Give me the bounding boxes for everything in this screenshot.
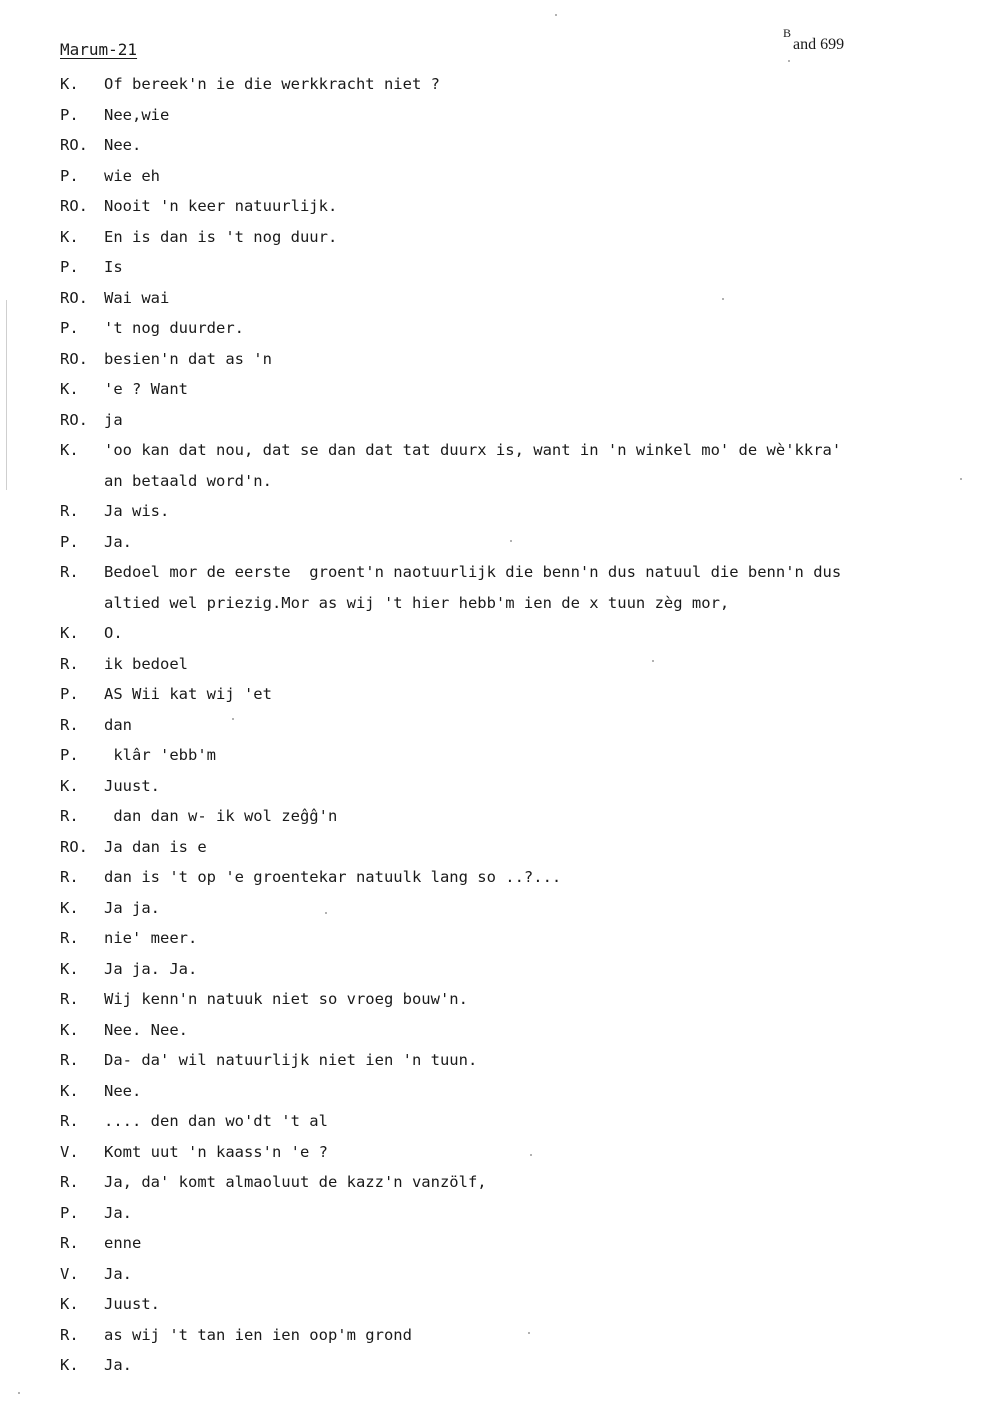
utterance-text: Wai wai [104, 288, 170, 307]
transcript-line [60, 1015, 960, 1046]
utterance-text: besien'n dat as 'n [104, 349, 272, 368]
scan-speck [530, 1154, 532, 1156]
speaker-label: RO. [60, 410, 88, 429]
speaker-label: P. [60, 166, 79, 185]
scan-speck [788, 60, 790, 62]
speaker-label: R. [60, 990, 79, 1008]
speaker-label: K. [60, 776, 79, 795]
speaker-label: R. [60, 1051, 79, 1069]
speaker-label: K. [60, 227, 79, 246]
utterance-text: ik bedoel [104, 654, 188, 673]
transcript-line [60, 191, 960, 222]
utterance-text: Ja. [104, 1203, 132, 1222]
utterance-text: Nee. [104, 136, 142, 154]
speaker-label: R. [60, 1325, 79, 1344]
transcript-continuation: altied wel priezig.Mor as wij 't hier hebb'm ien de x tuun zèg mor, [104, 593, 730, 612]
speaker-label: P. [60, 258, 79, 276]
transcript-line [60, 1045, 960, 1076]
transcript-line [60, 1320, 960, 1351]
utterance-text: dan dan w- ik wol zeĝĝ'n [104, 807, 338, 825]
utterance-text: 'e ? Want [104, 380, 188, 398]
utterance-text: Of bereek'n ie die werkkracht niet ? [104, 75, 440, 93]
utterance-text: Juust. [104, 776, 160, 795]
transcript-line [60, 679, 960, 710]
transcript-line [60, 1167, 960, 1198]
speaker-label: K. [60, 1020, 79, 1039]
utterance-text: Nee. Nee. [104, 1020, 188, 1039]
utterance-text: as wij 't tan ien ien oop'm grond [104, 1325, 412, 1344]
speaker-label: V. [60, 1142, 79, 1161]
utterance-text: Ja. [104, 1356, 132, 1374]
transcript-line [60, 801, 960, 832]
utterance-text: En is dan is 't nog duur. [104, 227, 338, 246]
scan-speck [555, 14, 557, 16]
utterance-text: ja [104, 410, 123, 429]
utterance-text: Wij kenn'n natuuk niet so vroeg bouw'n. [104, 990, 468, 1008]
speaker-label: RO. [60, 197, 88, 215]
speaker-label: R. [60, 929, 79, 947]
transcript-line [60, 130, 960, 161]
scan-speck [18, 1392, 20, 1394]
transcript-line [60, 374, 960, 405]
transcript-line [60, 1076, 960, 1107]
transcript-line [60, 1350, 960, 1381]
utterance-text: Ja. [104, 1264, 132, 1283]
utterance-text: AS Wii kat wij 'et [104, 685, 272, 703]
utterance-text: .... den dan wo'dt 't al [104, 1112, 328, 1130]
transcript-line [60, 1259, 960, 1290]
scan-speck [652, 660, 654, 662]
transcript-line [60, 923, 960, 954]
speaker-label: R. [60, 807, 79, 825]
speaker-label: K. [60, 75, 79, 93]
utterance-text: klâr 'ebb'm [104, 746, 216, 764]
transcript-line [60, 984, 960, 1015]
scan-speck [325, 912, 327, 914]
utterance-text: enne [104, 1234, 142, 1252]
transcript-line [60, 405, 960, 436]
transcript-line [60, 435, 960, 466]
speaker-label: R. [60, 563, 79, 581]
utterance-text: Nee. [104, 1081, 142, 1100]
transcript-line [60, 69, 960, 100]
speaker-label: R. [60, 868, 79, 886]
utterance-text: Ja ja. [104, 898, 160, 917]
transcript-continuation: an betaald word'n. [104, 471, 272, 490]
utterance-text: wie eh [104, 166, 160, 185]
utterance-text: Ja ja. Ja. [104, 959, 198, 978]
speaker-label: R. [60, 715, 79, 734]
speaker-label: K. [60, 1081, 79, 1100]
utterance-text: O. [104, 624, 123, 642]
speaker-label: R. [60, 1173, 79, 1191]
scan-speck [510, 540, 512, 542]
speaker-label: R. [60, 654, 79, 673]
utterance-text: dan is 't op 'e groentekar natuulk lang so ..?... [104, 868, 562, 886]
transcript-line [60, 893, 960, 924]
transcript-line [60, 1228, 960, 1259]
speaker-label: R. [60, 1234, 79, 1252]
transcript-line [60, 222, 960, 253]
transcript-line [60, 557, 960, 588]
speaker-label: R. [60, 1112, 79, 1130]
transcript-line [60, 283, 960, 314]
transcript-line [60, 496, 960, 527]
speaker-label: K. [60, 1356, 79, 1374]
transcript-line [60, 344, 960, 375]
speaker-label: K. [60, 441, 79, 459]
transcript-line [60, 862, 960, 893]
transcript-line [60, 618, 960, 649]
transcript-line [60, 161, 960, 192]
speaker-label: RO. [60, 136, 88, 154]
transcript-line [60, 1198, 960, 1229]
speaker-label: P. [60, 532, 79, 551]
utterance-text: 't nog duurder. [104, 319, 244, 337]
utterance-text: Da- da' wil natuurlijk niet ien 'n tuun. [104, 1051, 478, 1069]
utterance-text: dan [104, 715, 132, 734]
speaker-label: P. [60, 319, 79, 337]
transcript-line [60, 649, 960, 680]
utterance-text: Ja dan is e [104, 837, 207, 856]
transcript-lines [60, 69, 960, 1381]
page-header-band-letter: B [783, 26, 792, 40]
transcript-line [60, 313, 960, 344]
page-header-title: Marum-21 [60, 40, 138, 59]
speaker-label: RO. [60, 837, 88, 856]
margin-rule [6, 300, 7, 490]
utterance-text: Nee,wie [104, 105, 170, 124]
transcript-line [60, 100, 960, 131]
transcript-line [60, 771, 960, 802]
transcript-line [60, 1106, 960, 1137]
speaker-label: K. [60, 959, 79, 978]
transcript-line [60, 954, 960, 985]
speaker-label: P. [60, 685, 79, 703]
utterance-text: Ja wis. [104, 502, 170, 520]
transcript-line [60, 740, 960, 771]
transcript-line [60, 1289, 960, 1320]
transcript-line [60, 1137, 960, 1168]
utterance-text: Bedoel mor de eerste groent'n naotuurlijk die benn'n dus natuul die benn'n dus [104, 563, 842, 581]
speaker-label: P. [60, 1203, 79, 1222]
utterance-text: Is [104, 258, 123, 276]
scan-speck [960, 478, 962, 480]
utterance-text: Ja, da' komt almaoluut de kazz'n vanzölf, [104, 1173, 487, 1191]
speaker-label: K. [60, 898, 79, 917]
speaker-label: P. [60, 746, 79, 764]
speaker-label: V. [60, 1264, 79, 1283]
scan-speck [528, 1332, 530, 1334]
utterance-text: Komt uut 'n kaass'n 'e ? [104, 1142, 328, 1161]
utterance-text: Juust. [104, 1295, 160, 1313]
speaker-label: RO. [60, 349, 88, 368]
page-header-band-number: and 699 [793, 36, 845, 53]
speaker-label: R. [60, 502, 79, 520]
scan-speck [232, 718, 234, 720]
transcript-line [60, 710, 960, 741]
utterance-text: 'oo kan dat nou, dat se dan dat tat duurx is, want in 'n winkel mo' de wè'kkra' [104, 441, 842, 459]
scan-speck [722, 298, 724, 300]
utterance-text: Ja. [104, 532, 132, 551]
speaker-label: K. [60, 380, 79, 398]
transcript-line [60, 252, 960, 283]
speaker-label: RO. [60, 288, 88, 307]
speaker-label: K. [60, 1295, 79, 1313]
utterance-text: nie' meer. [104, 929, 198, 947]
transcript-line [60, 832, 960, 863]
utterance-text: Nooit 'n keer natuurlijk. [104, 197, 338, 215]
speaker-label: K. [60, 624, 79, 642]
speaker-label: P. [60, 105, 79, 124]
